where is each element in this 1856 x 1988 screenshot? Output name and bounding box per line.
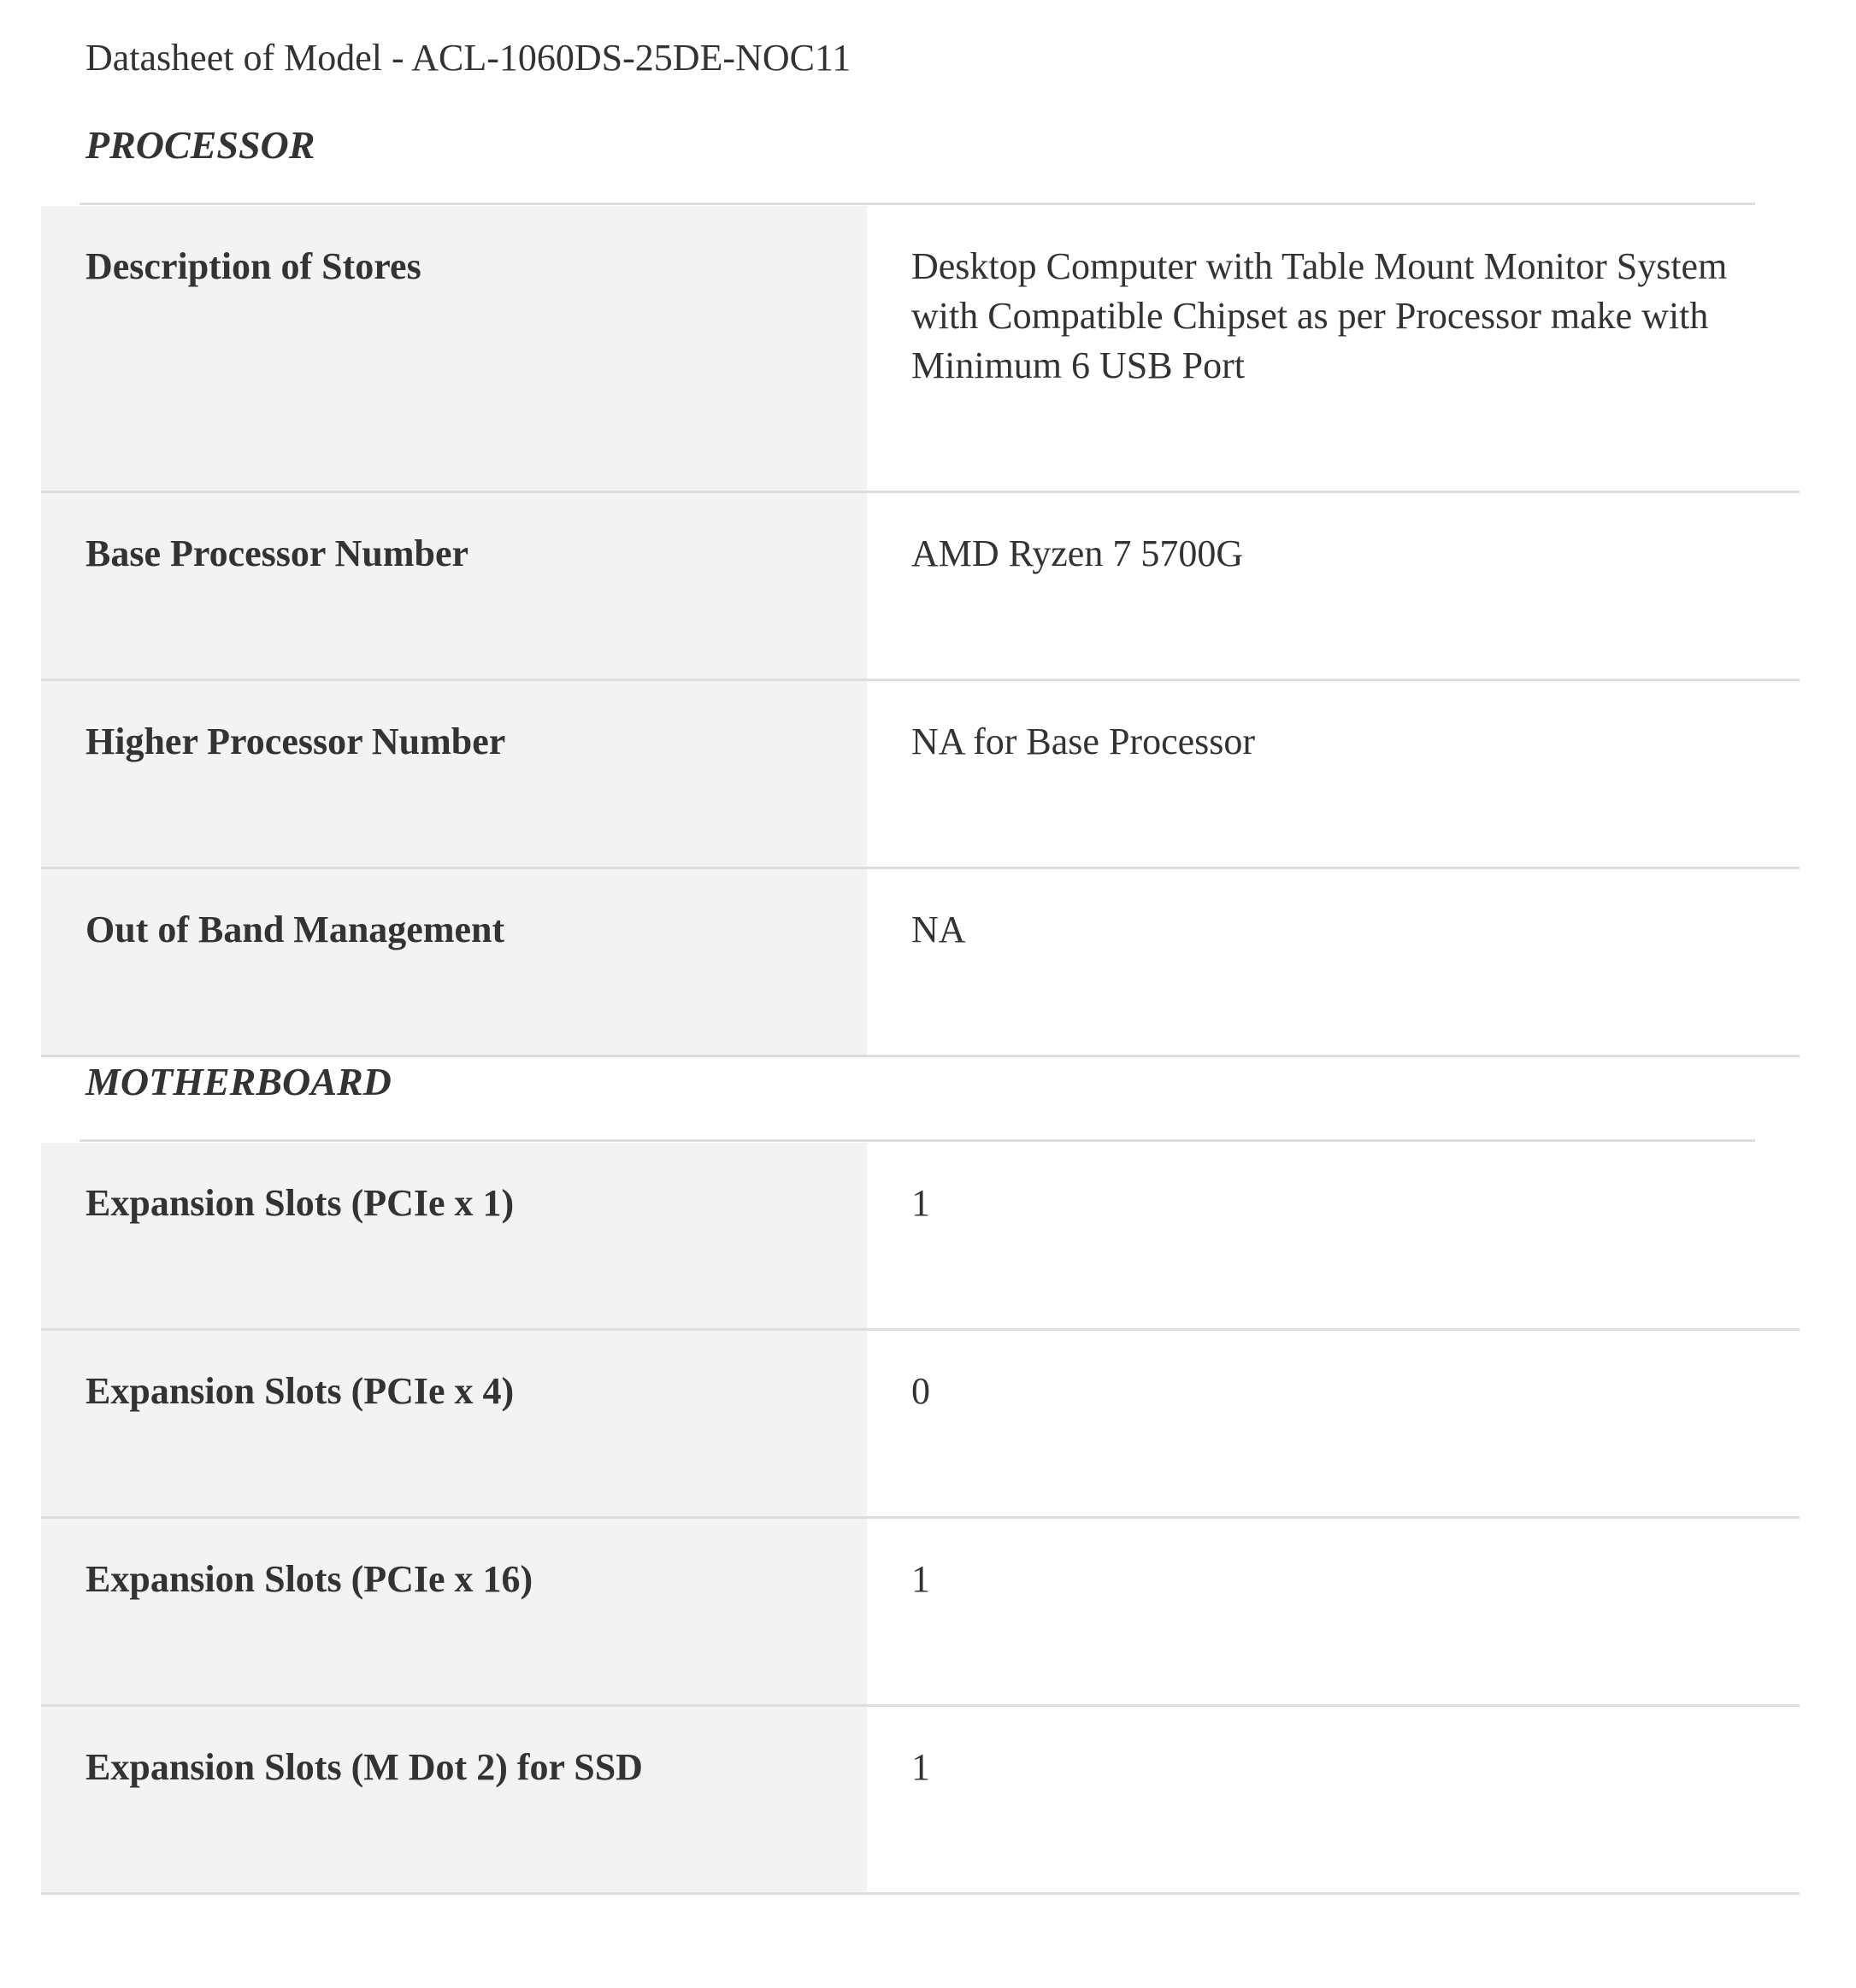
spec-value: 1 (911, 1182, 930, 1224)
table-row (41, 206, 1800, 493)
section-heading-processor: PROCESSOR (85, 123, 315, 167)
spec-label: Expansion Slots (PCIe x 16) (41, 1519, 867, 1704)
spec-value: NA (911, 909, 966, 950)
section-heading-motherboard: MOTHERBOARD (85, 1060, 392, 1103)
processor-spec-table (41, 206, 1800, 1057)
spec-value: AMD Ryzen 7 5700G (911, 532, 1244, 574)
page-title: Datasheet of Model - ACL-1060DS-25DE-NOC11 (85, 37, 851, 79)
spec-label: Description of Stores (41, 206, 867, 491)
table-row (41, 1707, 1800, 1895)
spec-label: Expansion Slots (PCIe x 1) (41, 1143, 867, 1328)
spec-label: Expansion Slots (M Dot 2) for SSD (41, 1707, 867, 1892)
table-row (41, 1331, 1800, 1519)
table-row (41, 1143, 1800, 1331)
spec-label: Expansion Slots (PCIe x 4) (41, 1331, 867, 1516)
table-row (41, 681, 1800, 869)
spec-value: 0 (911, 1370, 930, 1412)
spec-value: NA for Base Processor (911, 721, 1256, 762)
table-row (41, 493, 1800, 681)
spec-value: 1 (911, 1558, 930, 1600)
table-row (41, 1519, 1800, 1707)
motherboard-spec-table (41, 1143, 1800, 1895)
spec-label: Higher Processor Number (41, 681, 867, 867)
spec-value: Desktop Computer with Table Mount Monitor System with Compatible Chipset as per Processor make with Minimum 6 USB Port (911, 245, 1728, 386)
spec-label: Base Processor Number (41, 493, 867, 679)
section-divider (80, 203, 1755, 205)
spec-value: 1 (911, 1746, 930, 1788)
spec-label: Out of Band Management (41, 869, 867, 1055)
section-divider (80, 1139, 1755, 1142)
table-row (41, 869, 1800, 1057)
